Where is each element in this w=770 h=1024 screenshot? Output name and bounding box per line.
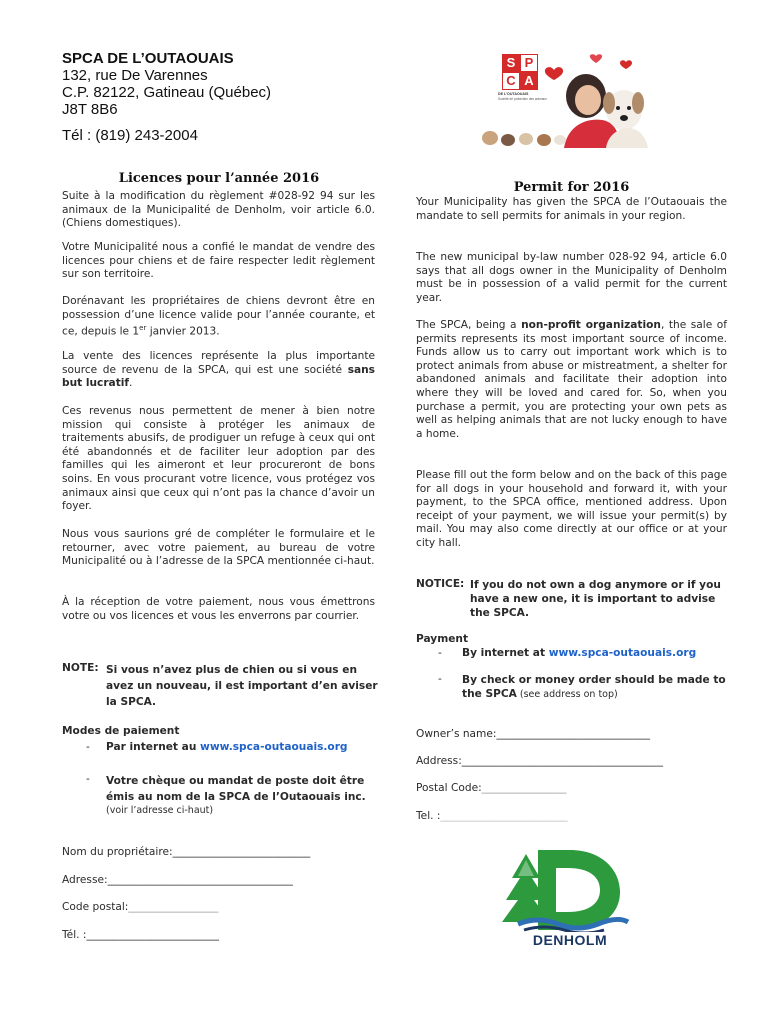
french-pay-bullet-2: - bbox=[86, 773, 90, 785]
french-pay2-line-1: Votre chèque ou mandat de poste doit être bbox=[106, 775, 365, 787]
spca-letter-p: P bbox=[520, 54, 538, 72]
address-line-1: 132, rue De Varennes bbox=[62, 67, 208, 84]
french-pay-bullet-1: - bbox=[86, 741, 90, 753]
french-pay-internet bbox=[106, 741, 348, 755]
denholm-logo bbox=[498, 848, 638, 954]
french-owner-label: Nom du propriétaire: bbox=[62, 846, 173, 858]
english-p3-text: The SPCA, being a bbox=[416, 319, 522, 331]
french-paragraph-7: À la réception de votre paiement, nous vous émettrons votre ou vos licences et vous les enverrons par courrier. bbox=[62, 596, 375, 622]
denholm-name: DENHOLM bbox=[532, 932, 608, 948]
english-postal-label: Postal Code: bbox=[416, 782, 482, 794]
french-paragraph-5: Ces revenus nous permettent de mener à bien notre mission qui consiste à protéger les animaux de traitements abusifs, de prodiguer un refuge à ceux qui ont été abandonnés et de faciliter leur adoption par des familles qui les aimeront et leur procureront de bons soins. En vous procurant votre licence, vous protégez vos animaux ainsi que ceux qui n’ont pas la chance d’avoir un foyer. bbox=[62, 405, 375, 513]
french-pay1-label: Par internet au bbox=[106, 741, 201, 753]
english-pay-internet bbox=[462, 647, 696, 661]
english-pay2-line-2: the SPCA bbox=[462, 688, 517, 700]
french-website-link[interactable]: www.spca-outaouais.org bbox=[200, 741, 348, 753]
english-address-label: Address: bbox=[416, 755, 462, 767]
english-notice-line-3: the SPCA. bbox=[470, 607, 530, 619]
english-website-link[interactable]: www.spca-outaouais.org bbox=[548, 647, 697, 659]
english-pay-bullet-1: - bbox=[438, 647, 442, 659]
english-paragraph-3 bbox=[416, 319, 727, 441]
spca-letter-s: S bbox=[502, 54, 520, 72]
french-paragraph-1: Suite à la modification du règlement #028-92 94 sur les animaux de la Municipalité de Denholm, voir article 6.0. (Chiens domestiques). bbox=[62, 190, 375, 230]
spca-letter-c: C bbox=[502, 72, 520, 90]
english-p3-after: , the sale of permits represents its most important source of income. Funds allow us to carry out important work which is to protect animals from abuse or mistreatment, a shelter for abandoned animals and facilitate their adoption into where they will be loved and cared for. So, when you purchase a permit, you are protecting your own pets as well as helping animals that are not lucky enough to have a home. bbox=[416, 319, 727, 440]
french-owner-field[interactable] bbox=[62, 846, 310, 858]
english-notice-text bbox=[470, 578, 721, 620]
english-phone-label: Tel. : bbox=[416, 810, 441, 822]
french-p3-sup: er bbox=[139, 324, 147, 333]
french-postal-blank[interactable]: _________________ bbox=[128, 901, 219, 913]
english-phone-blank[interactable]: ________________________ bbox=[440, 810, 568, 822]
denholm-emblem-icon bbox=[498, 848, 638, 932]
spca-logo-sub2: Société de protection des animaux bbox=[498, 97, 547, 101]
french-pay2-line-2: émis au nom de la SPCA de l’Outaouais inc. bbox=[106, 791, 366, 803]
french-note-text bbox=[106, 662, 378, 710]
french-p3-text: Dorénavant les propriétaires de chiens devront être en possession d’une licence valide pour l’année courante, et ce, depuis le 1 bbox=[62, 295, 375, 338]
english-pay2-note: (see address on top) bbox=[516, 689, 618, 700]
english-title: Permit for 2016 bbox=[513, 180, 630, 195]
english-payment-title: Payment bbox=[416, 633, 469, 645]
french-postal-label: Code postal: bbox=[62, 901, 129, 913]
english-pay-cheque bbox=[462, 673, 726, 702]
french-p3-after: janvier 2013. bbox=[146, 325, 220, 338]
english-pay2-line-1: By check or money order should be made to bbox=[462, 674, 726, 686]
french-phone-label: Tél. : bbox=[62, 929, 87, 941]
french-p4-bold: sans but lucratif bbox=[62, 363, 375, 390]
english-paragraph-1: Your Municipality has given the SPCA de l’Outaouais the mandate to sell permits for animals in your region. bbox=[416, 196, 727, 222]
english-owner-field[interactable] bbox=[416, 728, 650, 740]
french-pay-cheque bbox=[106, 773, 366, 805]
english-pay1-label: By internet at bbox=[462, 647, 549, 659]
french-p4-after: . bbox=[129, 377, 133, 390]
english-notice-label: NOTICE: bbox=[416, 578, 465, 590]
org-name: SPCA DE L’OUTAOUAIS bbox=[62, 50, 234, 67]
english-notice-line-2: have a new one, it is important to advise bbox=[470, 593, 716, 605]
french-phone-blank[interactable]: _________________________ bbox=[86, 929, 219, 941]
english-notice-line-1: If you do not own a dog anymore or if you bbox=[470, 579, 721, 591]
phone-number: Tél : (819) 243-2004 bbox=[62, 127, 198, 144]
french-note-line-2: avez un nouveau, il est important d’en aviser bbox=[106, 680, 378, 692]
french-title: Licences pour l’année 2016 bbox=[118, 171, 320, 186]
french-address-field[interactable] bbox=[62, 874, 293, 886]
french-paragraph-6: Nous vous saurions gré de compléter le formulaire et le retourner, avec votre paiement, au bureau de votre Municipalité ou à l’adresse de la SPCA mentionnée ci-haut. bbox=[62, 528, 375, 568]
french-p4-text: La vente des licences représente la plus importante source de revenu de la SPCA, qui est une société bbox=[62, 350, 375, 376]
spca-logo-sub1: DE L'OUTAOUAIS bbox=[498, 92, 529, 96]
english-paragraph-2: The new municipal by-law number 028-92 94, article 6.0 says that all dogs owner in the Municipality of Denholm must be in possession of a valid permit for the current year. bbox=[416, 251, 727, 304]
french-paragraph-4 bbox=[62, 350, 375, 391]
english-p3-bold: non-profit organization bbox=[521, 319, 661, 331]
spca-letter-a: A bbox=[520, 72, 538, 90]
spca-logo-image bbox=[476, 48, 654, 148]
spca-letters bbox=[502, 54, 538, 90]
french-postal-field[interactable] bbox=[62, 901, 218, 913]
french-address-label: Adresse: bbox=[62, 874, 108, 886]
french-pay2-note: (voir l’adresse ci-haut) bbox=[106, 805, 214, 816]
french-paragraph-3 bbox=[62, 295, 375, 339]
english-phone-field[interactable] bbox=[416, 810, 568, 822]
english-postal-field[interactable] bbox=[416, 782, 566, 794]
french-address-blank[interactable]: ___________________________________ bbox=[107, 874, 293, 886]
french-note-line-3: la SPCA. bbox=[106, 696, 157, 708]
address-line-2: C.P. 82122, Gatineau (Québec) bbox=[62, 84, 272, 101]
english-postal-blank[interactable]: ________________ bbox=[481, 782, 567, 794]
english-owner-blank[interactable]: _____________________________ bbox=[496, 728, 651, 740]
french-note-line-1: Si vous n’avez plus de chien ou si vous en bbox=[106, 664, 357, 676]
english-address-blank[interactable]: ______________________________________ bbox=[461, 755, 664, 767]
english-paragraph-4: Please fill out the form below and on the back of this page for all dogs in your household and forward it, with your payment, to the SPCA office, mentioned address. Upon receipt of your payment, we will issue your permit(s) by mail. You may also come directly at our office or at your city hall. bbox=[416, 469, 727, 549]
french-owner-blank[interactable]: __________________________ bbox=[172, 846, 311, 858]
english-owner-label: Owner’s name: bbox=[416, 728, 497, 740]
org-address-block bbox=[62, 50, 271, 144]
french-payment-title: Modes de paiement bbox=[62, 725, 180, 737]
french-phone-field[interactable] bbox=[62, 929, 219, 941]
english-address-field[interactable] bbox=[416, 755, 663, 767]
english-pay-bullet-2: - bbox=[438, 673, 442, 685]
postal-code: J8T 8B6 bbox=[62, 101, 118, 118]
french-note-label: NOTE: bbox=[62, 662, 99, 674]
french-paragraph-2: Votre Municipalité nous a confié le mandat de vendre des licences pour chiens et de faire respecter ledit règlement sur son territoire. bbox=[62, 241, 375, 281]
